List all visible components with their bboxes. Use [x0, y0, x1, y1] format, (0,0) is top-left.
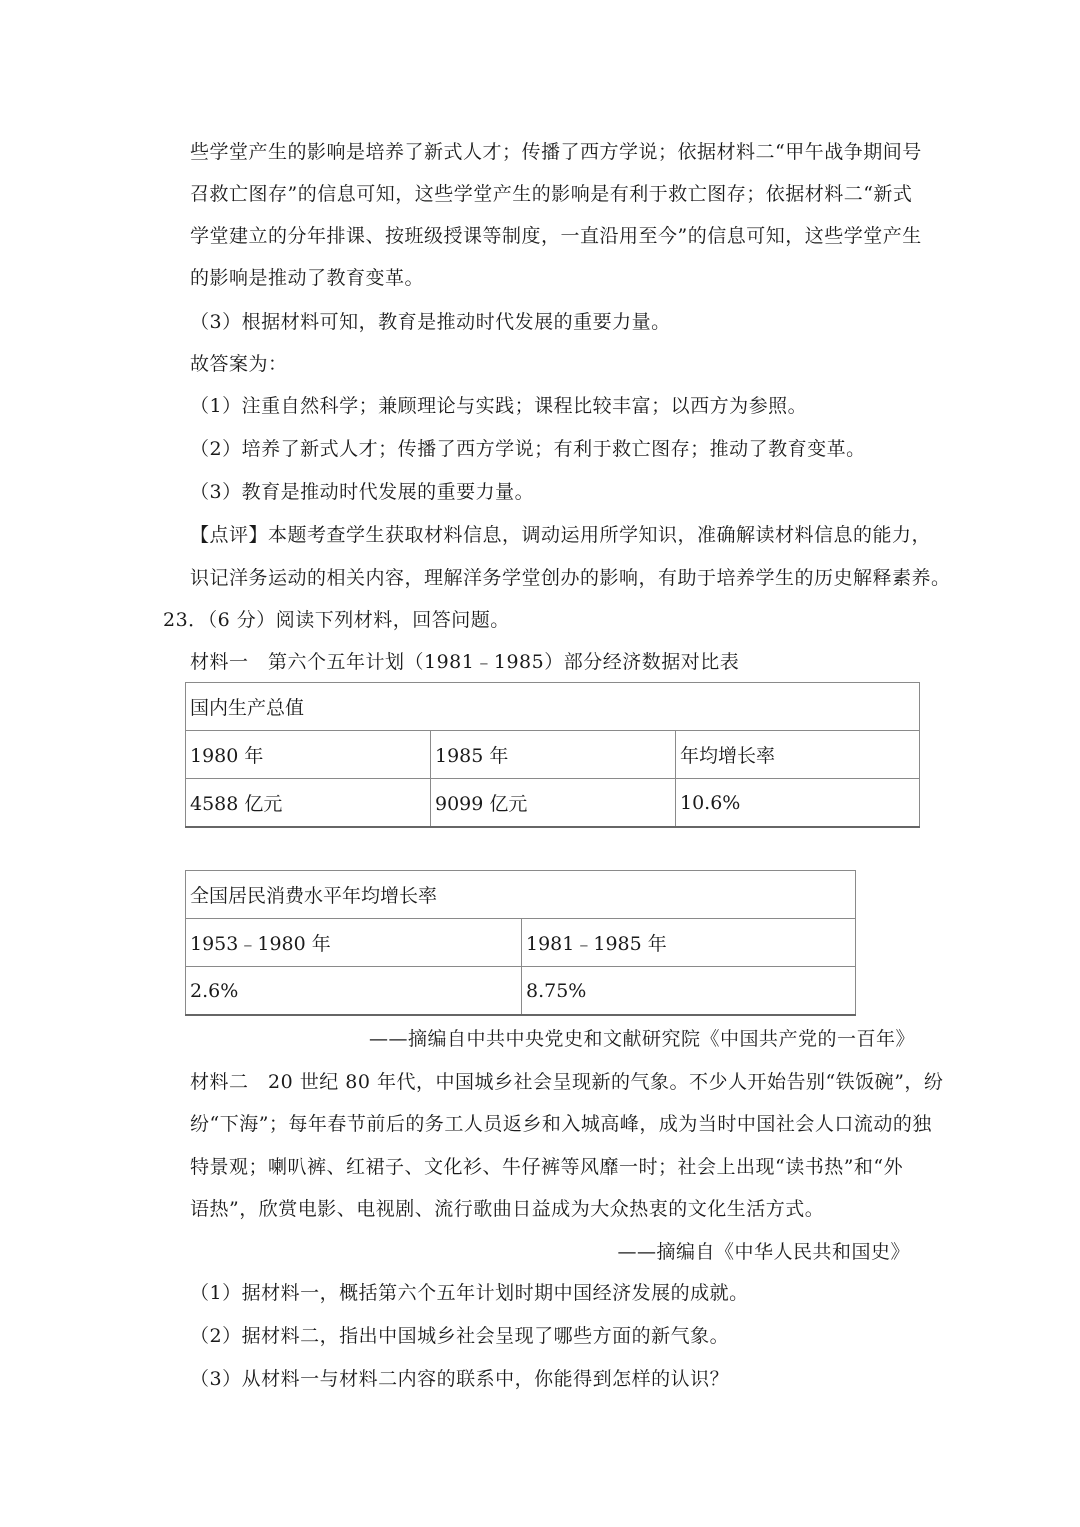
answer-line: （1）注重自然科学；兼顾理论与实践；课程比较丰富；以西方为参照。	[190, 395, 808, 417]
subquestion: （1）据材料一，概括第六个五年计划时期中国经济发展的成就。	[190, 1282, 749, 1304]
table-cell: 1981﹣1985 年	[522, 919, 856, 967]
table-cell: 10.6%	[676, 779, 920, 828]
table-cell: 9099 亿元	[431, 779, 676, 828]
table-cell: 8.75%	[522, 967, 856, 1016]
analysis-line: 学堂建立的分年排课、按班级授课等制度，一直沿用至今”的信息可知，这些学堂产生	[190, 225, 922, 247]
analysis-line: （3）根据材料可知，教育是推动时代发展的重要力量。	[190, 311, 671, 333]
analysis-line: 些学堂产生的影响是培养了新式人才；传播了西方学说；依据材料二“甲午战争期间号	[190, 141, 922, 163]
table-cell: 1980 年	[186, 731, 431, 779]
analysis-line: 的影响是推动了教育变革。	[190, 267, 425, 289]
comment-line: 【点评】本题考查学生获取材料信息，调动运用所学知识，准确解读材料信息的能力，	[190, 524, 932, 546]
table-cell: 1985 年	[431, 731, 676, 779]
material2-line: 特景观；喇叭裤、红裙子、文化衫、牛仔裤等风靡一时；社会上出现“读书热”和“外	[190, 1156, 904, 1178]
table-cell: 4588 亿元	[186, 779, 431, 828]
analysis-line: 召救亡图存”的信息可知，这些学堂产生的影响是有利于救亡图存；依据材料二“新式	[190, 183, 913, 205]
table-cell: 年均增长率	[676, 731, 920, 779]
subquestion: （2）据材料二，指出中国城乡社会呈现了哪些方面的新气象。	[190, 1325, 730, 1347]
consumption-table-header: 全国居民消费水平年均增长率	[186, 871, 856, 919]
consumption-table	[185, 870, 856, 1016]
answer-line: （2）培养了新式人才；传播了西方学说；有利于救亡图存；推动了教育变革。	[190, 438, 866, 460]
table-cell: 2.6%	[186, 967, 522, 1016]
source-citation: ——摘编自《中华人民共和国史》	[617, 1241, 910, 1263]
material1-caption: 材料一 第六个五年计划（1981﹣1985）部分经济数据对比表	[190, 651, 740, 673]
gdp-table-header: 国内生产总值	[186, 683, 920, 731]
comment-line: 识记洋务运动的相关内容，理解洋务学堂创办的影响，有助于培养学生的历史解释素养。	[190, 567, 951, 589]
material2-line: 纷“下海”；每年春节前后的务工人员返乡和入城高峰，成为当时中国社会人口流动的独	[190, 1113, 932, 1135]
subquestion: （3）从材料一与材料二内容的联系中，你能得到怎样的认识？	[190, 1368, 730, 1390]
table-cell: 1953﹣1980 年	[186, 919, 522, 967]
answer-heading: 故答案为：	[190, 353, 288, 375]
question-title: 23．（6 分）阅读下列材料，回答问题。	[163, 609, 510, 631]
material2-line: 材料二 20 世纪 80 年代，中国城乡社会呈现新的气象。不少人开始告别“铁饭碗”，纷	[190, 1071, 944, 1093]
source-citation: ——摘编自中共中央党史和文献研究院《中国共产党的一百年》	[368, 1028, 915, 1050]
gdp-table	[185, 682, 920, 828]
answer-line: （3）教育是推动时代发展的重要力量。	[190, 481, 535, 503]
material2-line: 语热”，欣赏电影、电视剧、流行歌曲日益成为大众热衷的文化生活方式。	[190, 1198, 825, 1220]
